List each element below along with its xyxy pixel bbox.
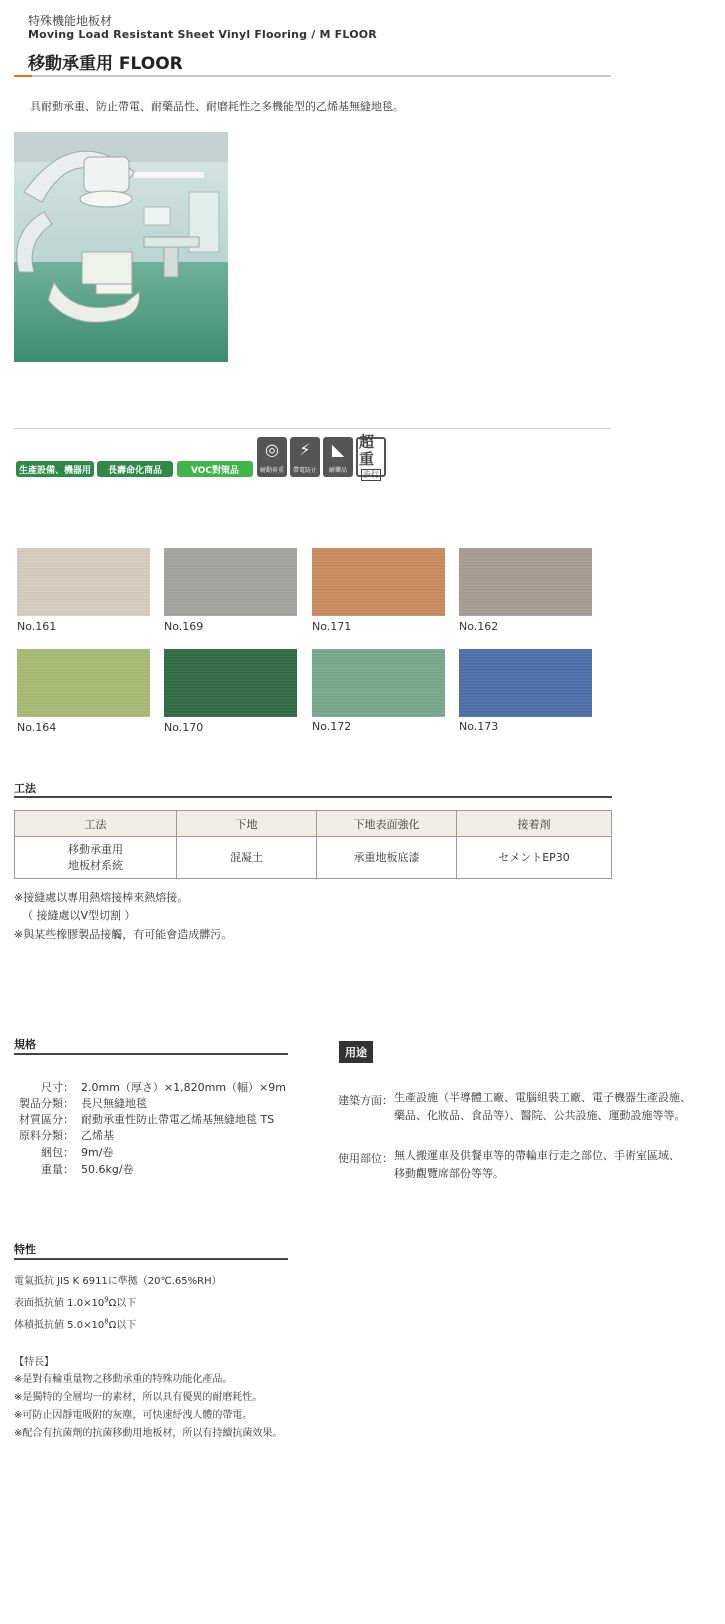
badge-production-equipment: 生產設備、機器用 — [16, 461, 94, 477]
method-table — [14, 810, 612, 879]
spec-value: 耐動承重性防止帶電乙烯基無縫地毯 TS — [81, 1113, 275, 1126]
title-divider — [14, 75, 611, 77]
table-header-cell: 下地 — [177, 811, 317, 837]
property-volume-resistance: 体積抵抗値 $5.0\times 10^8\Omega$以下 — [14, 1317, 137, 1331]
spec-value: 乙烯基 — [81, 1129, 114, 1142]
intro-text: 具耐動承重、防止帶電、耐藥品性、耐磨耗性之多機能型的乙烯基無縫地毯。 — [30, 100, 404, 113]
swatch-171 — [312, 548, 445, 616]
swatch-161 — [17, 548, 150, 616]
usage-location-line: 移動觀覽席部份等等。 — [394, 1167, 504, 1180]
table-header-cell: 工法 — [15, 811, 177, 837]
table-cell: 混凝土 — [177, 837, 317, 879]
features-title: 【特長】 — [14, 1357, 54, 1368]
table-header-cell: 下地表面強化 — [317, 811, 457, 837]
swatch-164 — [17, 649, 150, 717]
moving-load-icon: ◎ 耐動荷重 — [257, 437, 287, 477]
feature-item: ※是對有輪重量物之移動承重的特殊功能化產品。 — [14, 1374, 233, 1385]
properties-title: 特性 — [14, 1243, 36, 1256]
swatch-label: No.172 — [312, 720, 352, 733]
swatch-162 — [459, 548, 592, 616]
feature-item: ※配合有抗菌劑的抗菌移動用地板材，所以有持續抗菌效果。 — [14, 1428, 283, 1439]
usage-location-key: 使用部位： — [338, 1152, 393, 1165]
spec-rule — [14, 1053, 288, 1055]
swatch-label: No.170 — [164, 721, 204, 734]
table-cell: 承重地板底漆 — [317, 837, 457, 879]
swatch-label: No.169 — [164, 620, 204, 633]
method-note: ※與某些橡膠製品接觸，有可能會造成髒污。 — [14, 928, 233, 941]
method-rule — [14, 796, 612, 798]
section-divider — [14, 428, 611, 429]
table-header-cell: 接着剤 — [457, 811, 612, 837]
property-surface-resistance: 表面抵抗値 $1.0\times 10^9\Omega$以下 — [14, 1295, 137, 1309]
spec-title: 規格 — [14, 1038, 36, 1051]
swatch-label: No.171 — [312, 620, 352, 633]
usage-architecture-key: 建築方面： — [338, 1094, 393, 1107]
feature-item: ※可防止因靜電吸附的灰塵，可快速紓洩人體的帶電。 — [14, 1410, 253, 1421]
heavy-walk-icon: 超重 步行 — [356, 437, 386, 477]
usage-architecture-line: 藥品、化妝品、食品等）、醫院、公共設施、運動設施等等。 — [394, 1109, 686, 1122]
spec-value: 2.0mm（厚さ）×1,820mm（幅）×9m — [81, 1081, 286, 1094]
swatch-label: No.173 — [459, 720, 499, 733]
swatch-169 — [164, 548, 297, 616]
swatch-170 — [164, 649, 297, 717]
category-en: Moving Load Resistant Sheet Vinyl Flooring / M FLOOR — [28, 28, 377, 41]
property-standard: 電氣抵抗 JIS K 6911に準拠（20℃.65%RH） — [14, 1276, 222, 1287]
usage-location-line: 無人搬運車及供餐車等的帶輪車行走之部位、手術室區域、 — [394, 1149, 680, 1162]
feature-item: ※是獨特的全層均一的素材，所以具有優異的耐磨耗性。 — [14, 1392, 263, 1403]
swatch-172 — [312, 649, 445, 717]
table-cell-method: 移動承重用 地板材系統 — [15, 837, 177, 879]
spec-value: 9m/卷 — [81, 1146, 114, 1159]
spec-value: 長尺無縫地毯 — [81, 1097, 147, 1110]
antistatic-icon: ⚡ 帶電防止 — [290, 437, 320, 477]
swatch-label: No.164 — [17, 721, 57, 734]
badge-voc: VOC對策品 — [177, 461, 253, 477]
title-divider-accent — [14, 75, 32, 77]
usage-architecture-line: 生產設施（半導體工廠、電腦組裝工廠、電子機器生產設施、 — [394, 1091, 691, 1104]
swatch-label: No.161 — [17, 620, 57, 633]
method-note: （ 接縫處以V型切割 ） — [22, 909, 136, 922]
table-row — [15, 837, 612, 879]
method-note: ※接縫處以專用熱熔接棒來熱熔接。 — [14, 891, 189, 904]
badge-long-life: 長壽命化商品 — [97, 461, 173, 477]
method-title: 工法 — [14, 782, 36, 795]
product-photo — [14, 132, 228, 362]
category-jp: 特殊機能地板材 — [28, 14, 113, 28]
page-title: 移動承重用 FLOOR — [28, 54, 183, 74]
swatch-label: No.162 — [459, 620, 499, 633]
spec-value: 50.6kg/卷 — [81, 1163, 134, 1176]
chemical-resistant-icon: ◣ 耐藥品 — [323, 437, 353, 477]
swatch-173 — [459, 649, 592, 717]
table-header-row — [15, 811, 612, 837]
table-cell: セメントEP30 — [457, 837, 612, 879]
usage-tag: 用途 — [339, 1041, 373, 1063]
properties-rule — [14, 1258, 288, 1260]
